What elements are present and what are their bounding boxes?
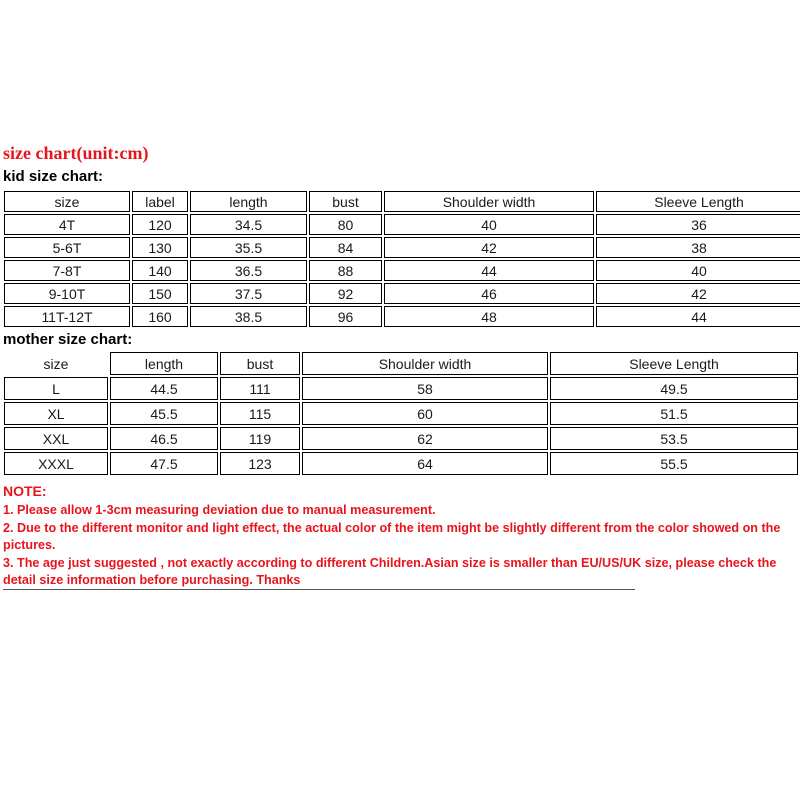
note-item: 3. The age just suggested , not exactly according to different Children.Asian size is smaller than EU/US/UK size, please check the detail size information before purchasing. Thanks xyxy=(3,555,777,587)
table-cell: 150 xyxy=(132,283,188,304)
table-cell: 35.5 xyxy=(190,237,307,258)
table-row xyxy=(4,452,798,475)
table-cell: 45.5 xyxy=(110,402,218,425)
header-cell: length xyxy=(190,191,307,212)
kid-size-table xyxy=(2,189,800,329)
table-cell: 60 xyxy=(302,402,548,425)
table-cell: 51.5 xyxy=(550,402,798,425)
table-row xyxy=(4,260,800,281)
table-row xyxy=(4,283,800,304)
table-cell: 115 xyxy=(220,402,300,425)
table-cell: 119 xyxy=(220,427,300,450)
header-cell: size xyxy=(4,191,130,212)
header-cell: length xyxy=(110,352,218,375)
table-cell: 4T xyxy=(4,214,130,235)
table-cell: 34.5 xyxy=(190,214,307,235)
kid-size-chart-label: kid size chart: xyxy=(3,168,104,185)
notes-list xyxy=(3,502,797,590)
table-row xyxy=(4,427,798,450)
header-cell: Sleeve Length xyxy=(550,352,798,375)
table-cell: 36 xyxy=(596,214,800,235)
table-cell: 37.5 xyxy=(190,283,307,304)
table-cell: 62 xyxy=(302,427,548,450)
table-cell: 88 xyxy=(309,260,382,281)
mother-size-table xyxy=(2,350,800,477)
table-cell: XXXL xyxy=(4,452,108,475)
header-cell: label xyxy=(132,191,188,212)
table-cell: 9-10T xyxy=(4,283,130,304)
header-cell: bust xyxy=(220,352,300,375)
note-item: 2. Due to the different monitor and light effect, the actual color of the item might be slightly different from the color showed on the pictures. xyxy=(3,520,781,552)
table-cell: 92 xyxy=(309,283,382,304)
table-cell: 46.5 xyxy=(110,427,218,450)
table-cell: 64 xyxy=(302,452,548,475)
table-cell: 80 xyxy=(309,214,382,235)
table-cell: 55.5 xyxy=(550,452,798,475)
header-cell: Shoulder width xyxy=(302,352,548,375)
note-item: 1. Please allow 1-3cm measuring deviation due to manual measurement. xyxy=(3,503,436,517)
table-row xyxy=(4,214,800,235)
divider xyxy=(3,589,635,590)
table-cell: 130 xyxy=(132,237,188,258)
table-row xyxy=(4,377,798,400)
table-cell: 58 xyxy=(302,377,548,400)
table-row xyxy=(4,306,800,327)
table-cell: 96 xyxy=(309,306,382,327)
table-cell: 48 xyxy=(384,306,594,327)
note-heading: NOTE: xyxy=(3,483,47,499)
mother-size-chart-label: mother size chart: xyxy=(3,331,133,348)
table-cell: 84 xyxy=(309,237,382,258)
header-cell: Sleeve Length xyxy=(596,191,800,212)
table-cell: 160 xyxy=(132,306,188,327)
table-cell: 5-6T xyxy=(4,237,130,258)
table-row xyxy=(4,402,798,425)
table-cell: 49.5 xyxy=(550,377,798,400)
table-cell: 38 xyxy=(596,237,800,258)
table-cell: 40 xyxy=(596,260,800,281)
table-cell: 46 xyxy=(384,283,594,304)
table-cell: 38.5 xyxy=(190,306,307,327)
table-cell: 120 xyxy=(132,214,188,235)
table-cell: 11T-12T xyxy=(4,306,130,327)
header-cell: bust xyxy=(309,191,382,212)
table-cell: 7-8T xyxy=(4,260,130,281)
header-cell: Shoulder width xyxy=(384,191,594,212)
table-cell: 111 xyxy=(220,377,300,400)
page-title: size chart(unit:cm) xyxy=(3,143,149,163)
table-row xyxy=(4,237,800,258)
table-cell: 44 xyxy=(384,260,594,281)
table-cell: XL xyxy=(4,402,108,425)
table-cell: 44 xyxy=(596,306,800,327)
table-cell: XXL xyxy=(4,427,108,450)
table-header-row xyxy=(4,191,800,212)
table-header-row xyxy=(4,352,798,375)
table-cell: 53.5 xyxy=(550,427,798,450)
table-cell: L xyxy=(4,377,108,400)
table-cell: 42 xyxy=(596,283,800,304)
table-cell: 47.5 xyxy=(110,452,218,475)
table-cell: 123 xyxy=(220,452,300,475)
table-cell: 140 xyxy=(132,260,188,281)
table-cell: 44.5 xyxy=(110,377,218,400)
table-cell: 42 xyxy=(384,237,594,258)
table-cell: 40 xyxy=(384,214,594,235)
table-cell: 36.5 xyxy=(190,260,307,281)
header-cell: size xyxy=(43,355,69,372)
